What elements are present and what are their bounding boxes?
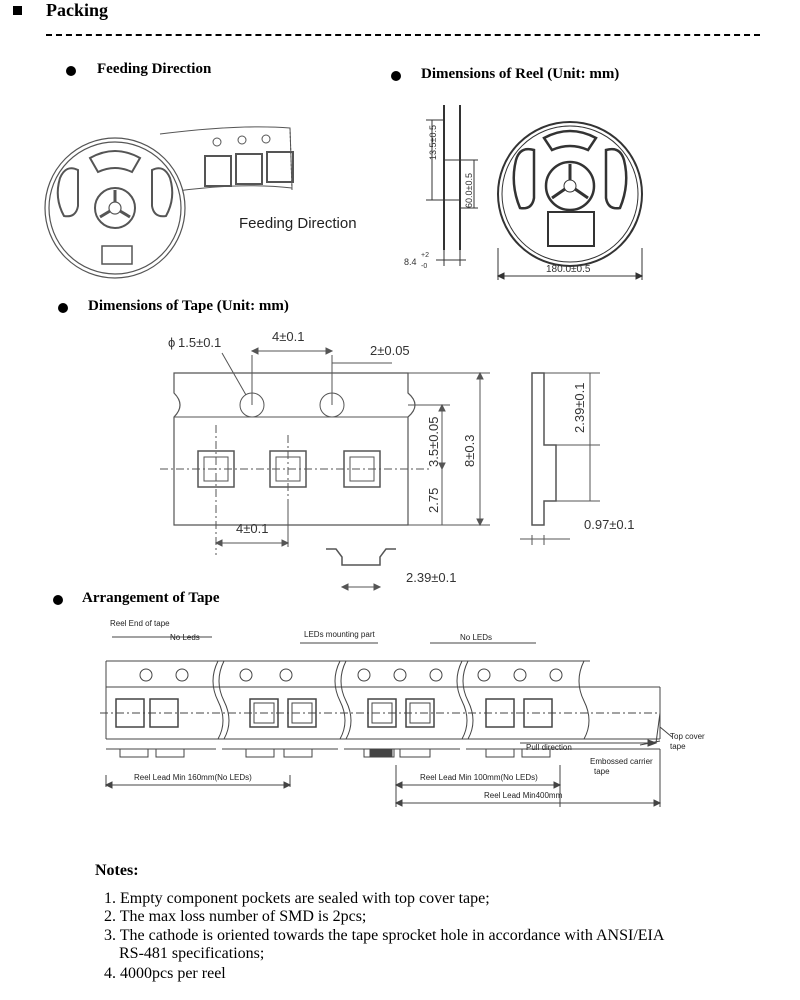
tape-side-2-39: 2.39±0.1: [572, 382, 587, 433]
feeding-label: Feeding Direction: [239, 215, 357, 232]
lead-100-label: Reel Lead Min 100mm(No LEDs): [420, 773, 538, 782]
top-cover-label-2: tape: [670, 742, 686, 751]
section-bullet: [13, 6, 22, 15]
mounting-label: LEDs mounting part: [304, 630, 375, 639]
tape-pitch-bottom: 4±0.1: [236, 521, 269, 536]
arrangement-title: Arrangement of Tape: [82, 590, 220, 606]
arrangement-bullet: [53, 595, 63, 605]
reel-title: Dimensions of Reel (Unit: mm): [421, 66, 620, 82]
tape-pocket-2-39: 2.39±0.1: [406, 570, 457, 585]
reel-dim-13-5: 13.5±0.5: [428, 125, 438, 160]
reel-bullet: [391, 71, 401, 81]
tape-hole-dia: 1.5±0.1: [178, 335, 222, 350]
note-1: 1. Empty component pockets are sealed with top cover tape;: [104, 890, 490, 907]
tape-dim-2: 2±0.05: [370, 343, 410, 358]
tape-bullet: [58, 303, 68, 313]
note-3: 3. The cathode is oriented towards the tape sprocket hole in accordance with ANSI/EIA: [104, 927, 665, 944]
tape-title: Dimensions of Tape (Unit: mm): [88, 298, 289, 314]
embossed-label: Embossed carrier: [590, 757, 653, 766]
pull-direction-label: Pull direction: [526, 743, 572, 752]
reel-dim-8-4: 8.4: [404, 257, 417, 267]
note-2: 2. The max loss number of SMD is 2pcs;: [104, 908, 367, 925]
tape-arrangement-diagram: [100, 615, 740, 810]
top-cover-label: Top cover: [670, 732, 705, 741]
note-4: 4. 4000pcs per reel: [104, 965, 226, 982]
embossed-label-2: tape: [594, 767, 610, 776]
tape-dim-3-5: 3.5±0.05: [426, 416, 441, 467]
lead-400-label: Reel Lead Min400mm: [484, 791, 563, 800]
tape-pitch-top: 4±0.1: [272, 329, 305, 344]
lead-160-label: Reel Lead Min 160mm(No LEDs): [134, 773, 252, 782]
tape-dim-8: 8±0.3: [462, 434, 477, 467]
no-leds-label-1: No Leds: [170, 633, 200, 642]
reel-end-label: Reel End of tape: [110, 619, 170, 628]
reel-dim-8-4-plus: +2: [421, 252, 429, 259]
reel-dim-180: 180.0±0.5: [546, 264, 591, 275]
section-title: Packing: [46, 0, 109, 20]
tape-dimension-diagram: [160, 325, 660, 600]
notes-title: Notes:: [95, 862, 139, 879]
feeding-direction-diagram: [40, 118, 380, 298]
tape-dim-2-75: 2.75: [426, 487, 441, 513]
reel-dim-60: 60.0±0.5: [464, 173, 474, 208]
reel-dimension-diagram: [396, 100, 666, 285]
feeding-title: Feeding Direction: [97, 61, 212, 77]
reel-dim-8-4-minus: -0: [421, 263, 428, 270]
note-3-cont: RS-481 specifications;: [119, 945, 265, 962]
tape-hole-dia-symbol: ϕ: [168, 335, 176, 350]
feeding-bullet: [66, 66, 76, 76]
feeding-reel: [45, 138, 185, 278]
no-leds-label-2: No LEDs: [460, 633, 493, 642]
tape-side-0-97: 0.97±0.1: [584, 517, 635, 532]
section-divider: [46, 34, 760, 36]
